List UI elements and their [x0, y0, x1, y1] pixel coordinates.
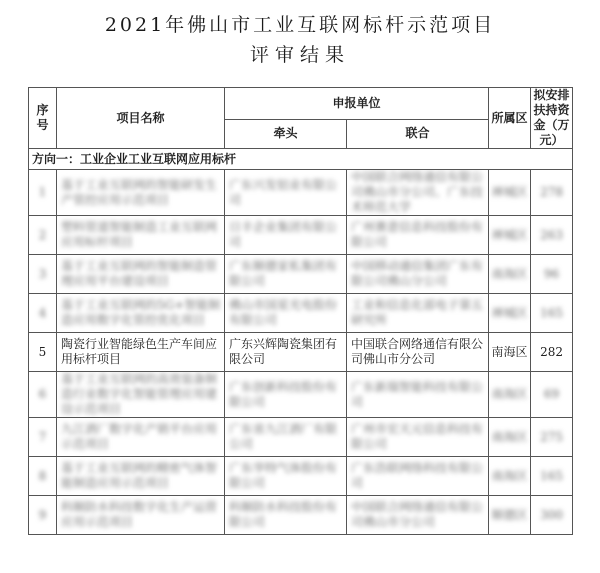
cell-district: 南海区	[489, 333, 531, 372]
cell-fund: 165	[531, 457, 573, 496]
cell-lead: 广东创新科技股份有限公司	[225, 372, 347, 418]
cell-seq: 4	[29, 294, 57, 333]
cell-lead: 科顺防水科技股份有限公司	[225, 496, 347, 535]
cell-project: 九江酒厂数字化产销平台应用示范项目	[57, 418, 225, 457]
cell-fund: 275	[531, 418, 573, 457]
cell-joint: 广东新瑞智能科技有限公司	[347, 372, 489, 418]
cell-project: 塑料管道智能制造工业互联网应用标杆项目	[57, 216, 225, 255]
cell-district: 南海区	[489, 372, 531, 418]
cell-fund: 278	[531, 170, 573, 216]
page-title: 2021年佛山市工业互联网标杆示范项目	[104, 14, 496, 36]
cell-fund: 263	[531, 216, 573, 255]
cell-district: 禅城区	[489, 294, 531, 333]
header-lead: 牵头	[225, 119, 347, 148]
cell-joint: 工业和信息化部电子第五研究所	[347, 294, 489, 333]
table-row	[29, 418, 573, 457]
cell-lead: 广东顺德家私集团有限公司	[225, 255, 347, 294]
cell-project: 科顺防水科技数字化生产运营应用示范项目	[57, 496, 225, 535]
header-district: 所属区	[489, 88, 531, 149]
cell-lead: 广东华特气体股份有限公司	[225, 457, 347, 496]
cell-district: 顺德区	[489, 496, 531, 535]
cell-seq: 6	[29, 372, 57, 418]
cell-lead: 佛山市国星光电股份有限公司	[225, 294, 347, 333]
cell-fund: 282	[531, 333, 573, 372]
cell-fund: 96	[531, 255, 573, 294]
table-row	[29, 170, 573, 216]
cell-seq: 9	[29, 496, 57, 535]
cell-joint: 广州赛意信息科技股份有限公司	[347, 216, 489, 255]
cell-project: 基于工业互联网的智能制造管理应用平台建设项目	[57, 255, 225, 294]
cell-seq: 8	[29, 457, 57, 496]
cell-project: 陶瓷行业智能绿色生产车间应用标杆项目	[57, 333, 225, 372]
cell-project: 基于工业互联网的高效装备制造行业数字化智能管理应用建设示范项目	[57, 372, 225, 418]
header-joint: 联合	[347, 119, 489, 148]
cell-fund: 69	[531, 372, 573, 418]
cell-district: 禅城区	[489, 216, 531, 255]
cell-joint: 广东浩联网络科技有限公司	[347, 457, 489, 496]
cell-lead: 广东省九江酒厂有限公司	[225, 418, 347, 457]
table-row	[29, 294, 573, 333]
table-row	[29, 457, 573, 496]
header-fund: 拟安排扶持资金（万元）	[531, 88, 573, 149]
table-row	[29, 216, 573, 255]
cell-lead: 日丰企业集团有限公司	[225, 216, 347, 255]
cell-seq: 5	[29, 333, 57, 372]
header-applicant: 申报单位	[225, 88, 489, 120]
cell-joint: 广州市宏天元信息科技有限公司	[347, 418, 489, 457]
cell-fund: 165	[531, 294, 573, 333]
table-row	[29, 496, 573, 535]
cell-joint: 中国联合网络通信有限公司佛山市分公司	[347, 333, 489, 372]
header-project: 项目名称	[57, 88, 225, 149]
cell-seq: 1	[29, 170, 57, 216]
table-row	[29, 333, 573, 372]
cell-seq: 7	[29, 418, 57, 457]
cell-lead: 广东兴辉陶瓷集团有限公司	[225, 333, 347, 372]
cell-seq: 2	[29, 216, 57, 255]
cell-fund: 300	[531, 496, 573, 535]
direction-label: 方向一：工业企业工业互联网应用标杆	[29, 149, 573, 170]
page-subtitle: 评审结果	[249, 44, 350, 66]
cell-joint: 中国联合网络通信有限公司佛山市分公司、广东技术师范大学	[347, 170, 489, 216]
cell-project: 基于工业互联网的智能研发生产管控应用示范项目	[57, 170, 225, 216]
header-seq: 序号	[29, 88, 57, 149]
cell-district: 南海区	[489, 255, 531, 294]
cell-joint: 中国联合网络通信有限公司佛山市分公司	[347, 496, 489, 535]
cell-joint: 中国移动通信集团广东有限公司佛山分公司	[347, 255, 489, 294]
cell-project: 基于工业互联网的5G+智能制造应用数字化管控优化项目	[57, 294, 225, 333]
cell-district: 南海区	[489, 418, 531, 457]
cell-district: 禅城区	[489, 170, 531, 216]
table-row	[29, 255, 573, 294]
cell-project: 基于工业互联网的精密气体智能制造应用示范项目	[57, 457, 225, 496]
cell-lead: 广东兴发铝业有限公司	[225, 170, 347, 216]
cell-district: 南海区	[489, 457, 531, 496]
table-row	[29, 372, 573, 418]
cell-seq: 3	[29, 255, 57, 294]
results-table	[28, 87, 573, 535]
